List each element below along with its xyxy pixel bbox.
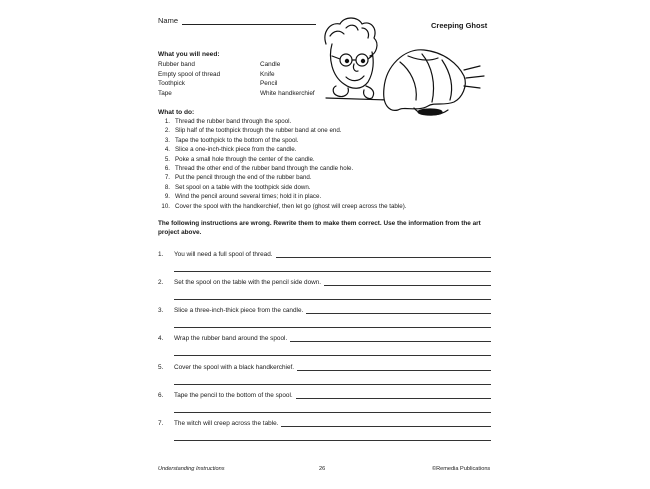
question-text: Cover the spool with a black handkerchief. (174, 364, 295, 371)
exercise-question (158, 333, 491, 355)
answer-line[interactable] (290, 335, 491, 342)
step-number: 9. (164, 193, 170, 201)
steps-heading: What to do: (158, 109, 195, 116)
step-item (158, 145, 498, 154)
step-number: 3. (164, 136, 170, 144)
answer-line[interactable] (174, 314, 491, 328)
question-text: Tape the pencil to the bottom of the spool. (174, 392, 293, 399)
name-label: Name (158, 16, 179, 25)
material-item: Tape (158, 89, 172, 97)
answer-line[interactable] (174, 399, 491, 413)
step-number: 2. (164, 127, 170, 135)
answer-line[interactable] (174, 427, 491, 441)
step-item (158, 173, 498, 182)
step-text: Slice a one-inch-thick piece from the candle. (175, 146, 297, 154)
step-number: 5. (164, 155, 170, 163)
question-number: 2. (158, 279, 164, 286)
question-number: 1. (158, 251, 164, 258)
question-number: 7. (158, 420, 164, 427)
material-item: Rubber band (158, 61, 195, 68)
step-item (158, 155, 498, 164)
answer-line[interactable] (324, 279, 491, 286)
answer-line[interactable] (174, 286, 491, 300)
answer-line[interactable] (276, 251, 491, 258)
question-text: Slice a three-inch-thick piece from the candle. (174, 307, 304, 314)
step-text: Set spool on a table with the toothpick side down. (175, 183, 311, 191)
exercise-question (158, 277, 491, 299)
answer-line[interactable] (281, 420, 491, 427)
exercise-question (158, 418, 491, 440)
step-number: 10. (161, 202, 170, 210)
material-item: Toothpick (158, 80, 185, 88)
step-text: Cover the spool with the handkerchief, then let go (ghost will creep across the table). (175, 202, 407, 210)
footer-publisher: ©Remedia Publications (432, 466, 491, 472)
page-number: 26 (319, 466, 326, 472)
material-item: Candle (260, 61, 281, 68)
step-text: Thread the rubber band through the spool. (175, 118, 292, 125)
answer-line[interactable] (174, 342, 491, 356)
answer-line[interactable] (297, 364, 491, 371)
exercise-question (158, 249, 491, 271)
step-item (158, 183, 498, 192)
steps-list (158, 117, 498, 211)
exercise-question (158, 362, 491, 384)
question-number: 3. (158, 307, 164, 314)
answer-line[interactable] (296, 392, 491, 399)
materials-heading: What you will need: (158, 51, 220, 58)
name-field[interactable] (182, 24, 316, 25)
materials-list (158, 60, 340, 98)
step-item (158, 117, 498, 126)
footer-book-title: Understanding Instructions (158, 466, 225, 472)
step-item (158, 192, 498, 201)
answer-line[interactable] (174, 371, 491, 385)
exercise-prompt: The following instructions are wrong. Rewrite them to make them correct. Use the information from the art project above. (158, 220, 481, 237)
material-item: Knife (260, 70, 275, 78)
step-item (158, 136, 498, 145)
answer-line[interactable] (174, 258, 491, 272)
ghost-boy-illustration (318, 14, 494, 118)
step-text: Tape the toothpick to the bottom of the spool. (175, 136, 299, 144)
question-text: Wrap the rubber band around the spool. (174, 335, 288, 342)
step-text: Put the pencil through the end of the rubber band. (175, 174, 312, 182)
material-item: Empty spool of thread (158, 70, 221, 78)
step-text: Wind the pencil around several times; hold it in place. (175, 193, 322, 201)
step-item (158, 164, 498, 173)
exercise-question (158, 305, 491, 327)
step-number: 8. (164, 183, 170, 191)
question-number: 5. (158, 364, 164, 371)
answer-line[interactable] (306, 307, 491, 314)
question-text: Set the spool on the table with the pencil side down. (174, 279, 322, 286)
exercise-question (158, 390, 491, 412)
step-number: 6. (164, 165, 170, 173)
step-item (158, 202, 498, 211)
question-number: 6. (158, 392, 164, 399)
step-text: Slip half of the toothpick through the rubber band at one end. (175, 127, 342, 135)
step-text: Poke a small hole through the center of the candle. (175, 155, 315, 163)
step-item (158, 126, 498, 135)
step-number: 7. (164, 174, 170, 182)
material-item: Pencil (260, 80, 278, 88)
question-text: The witch will creep across the table. (174, 420, 279, 427)
worksheet-title: Creeping Ghost (431, 21, 488, 30)
step-number: 1. (164, 118, 170, 125)
question-text: You will need a full spool of thread. (174, 251, 273, 258)
material-item: White handkerchief (260, 89, 315, 97)
question-number: 4. (158, 335, 164, 342)
step-text: Thread the other end of the rubber band through the candle hole. (175, 165, 354, 173)
step-number: 4. (164, 146, 170, 154)
